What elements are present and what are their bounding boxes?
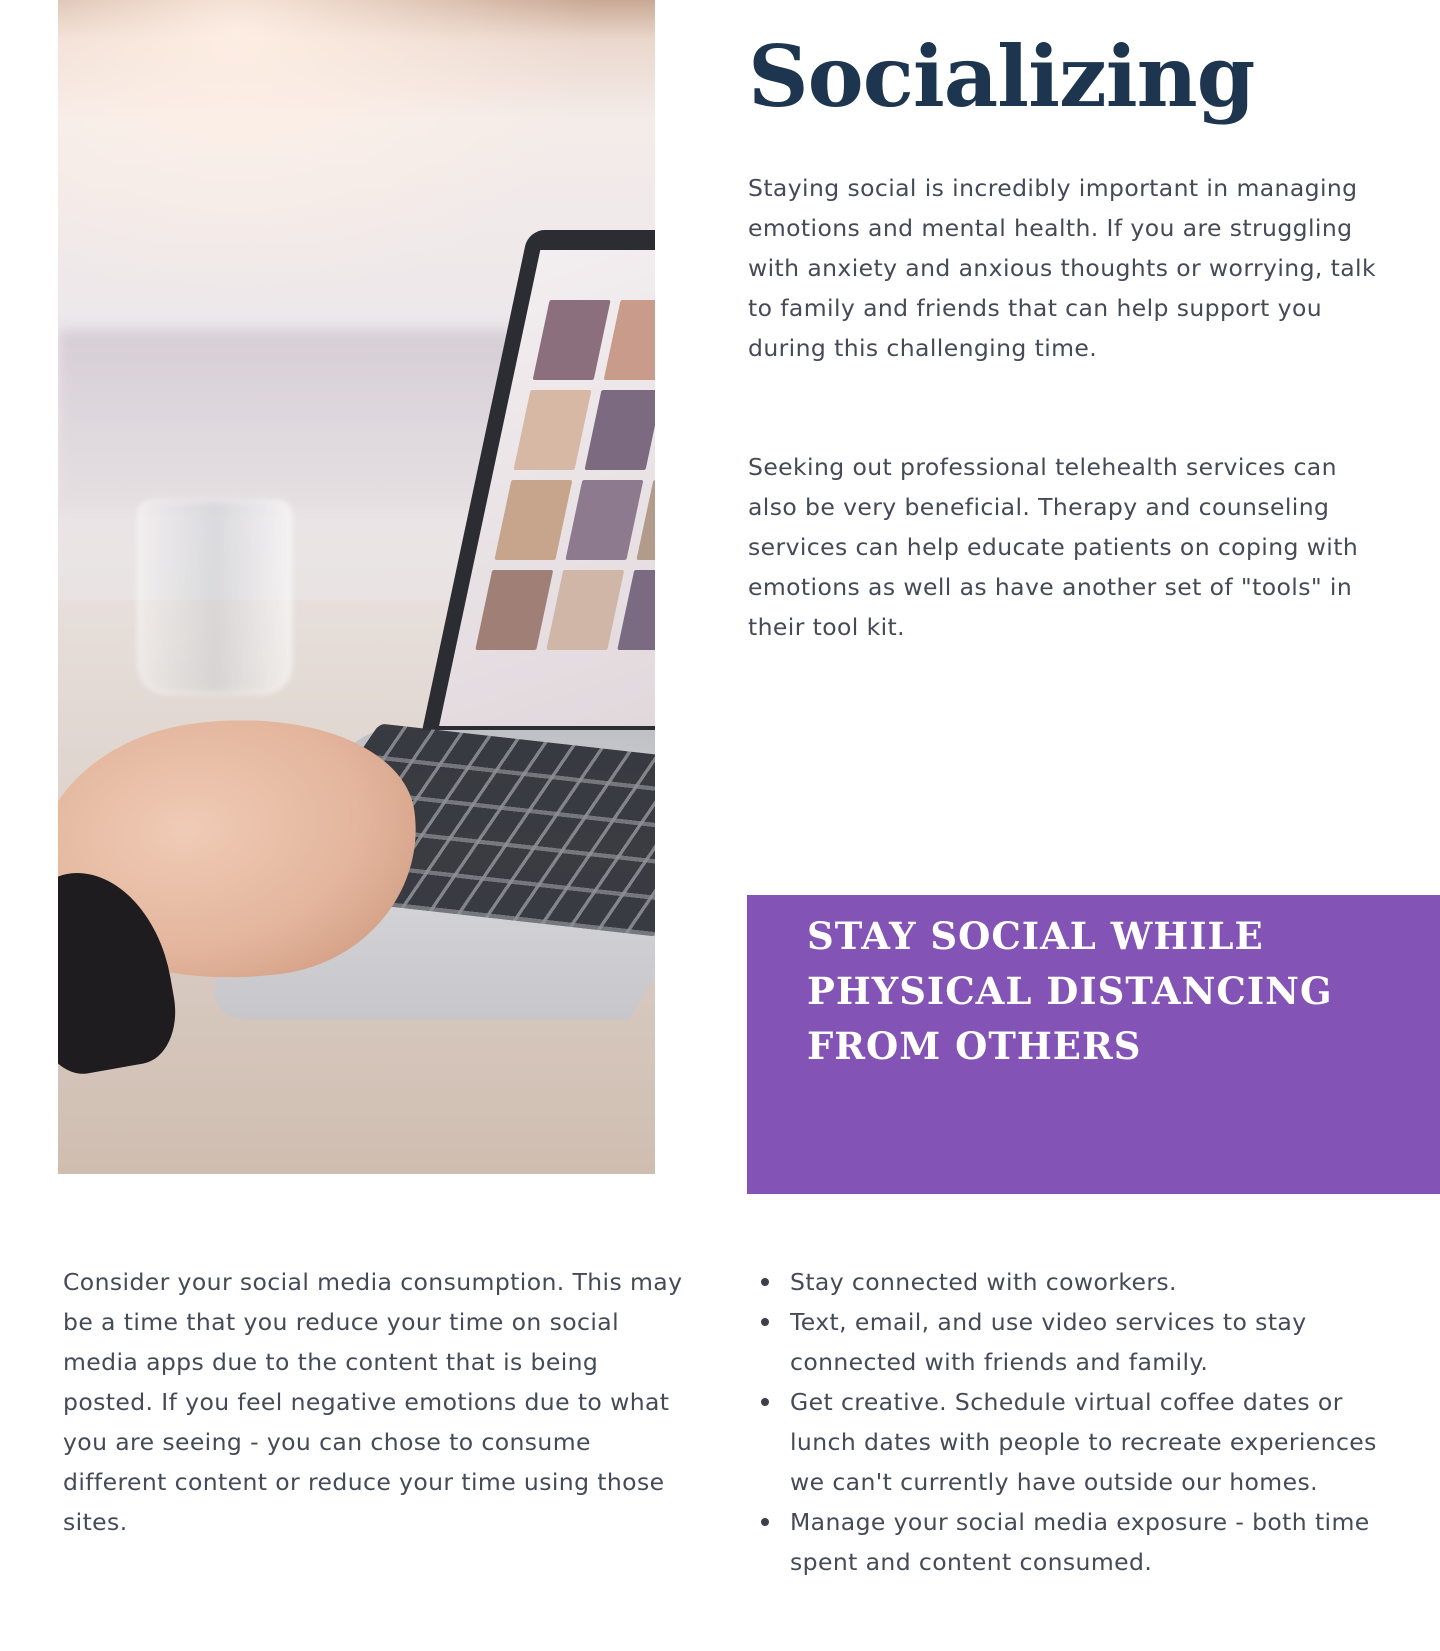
list-item: Get creative. Schedule virtual coffee dates or lunch dates with people to recreate experiences we can't currently have outside our homes. bbox=[748, 1382, 1388, 1502]
social-media-paragraph: Consider your social media consumption. This may be a time that you reduce your time on social media apps due to the content that is being posted. If you feel negative emotions due to what you are seeing - you can chose to consume different content or reduce your time using those sites. bbox=[63, 1268, 683, 1536]
list-item: Stay connected with coworkers. bbox=[748, 1262, 1388, 1302]
intro-paragraph-social: Staying social is incredibly important in managing emotions and mental health. If you are struggling with anxiety and anxious thoughts or worrying, talk to family and friends that can help support you during this challenging time. bbox=[748, 174, 1376, 362]
callout-box bbox=[747, 895, 1440, 1194]
intro-paragraph-telehealth: Seeking out professional telehealth services can also be very beneficial. Therapy and counseling services can help educate patients on coping with emotions as well as have another set of "tools" in their tool kit. bbox=[748, 453, 1359, 641]
list-item: Text, email, and use video services to stay connected with friends and family. bbox=[748, 1302, 1388, 1382]
photo-water-glass bbox=[138, 500, 292, 694]
laptop-photo bbox=[58, 0, 655, 1174]
tips-list bbox=[748, 1262, 1388, 1582]
page-title: Socializing bbox=[748, 27, 1255, 126]
list-item: Manage your social media exposure - both time spent and content consumed. bbox=[748, 1502, 1388, 1582]
callout-heading: STAY SOCIAL WHILE PHYSICAL DISTANCING FROM OTHERS bbox=[807, 914, 1333, 1068]
